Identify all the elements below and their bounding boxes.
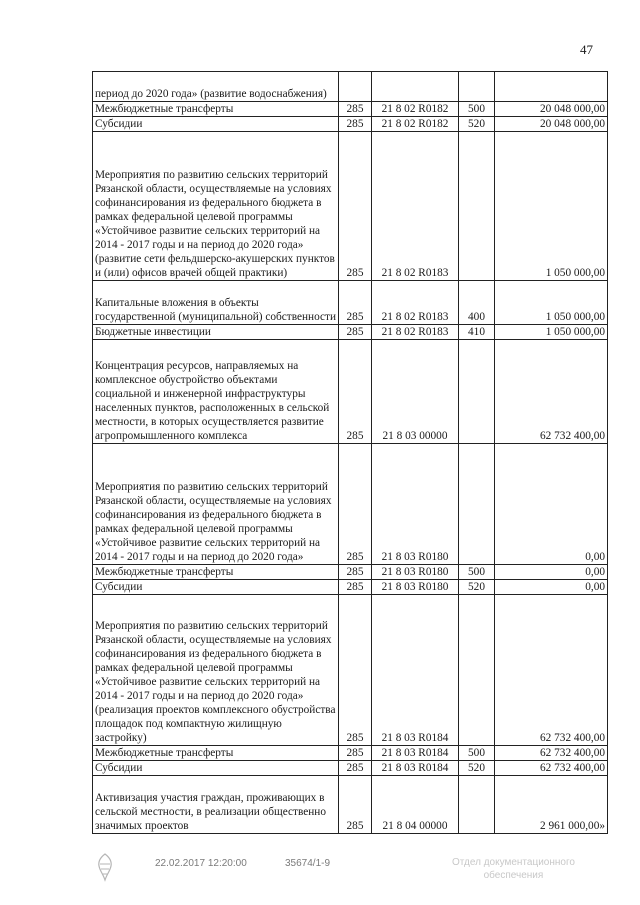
row-name: Межбюджетные трансферты <box>93 565 339 580</box>
row-expense-type <box>459 72 495 102</box>
row-expense-type <box>459 444 495 565</box>
row-admin-code: 285 <box>339 325 372 340</box>
row-expense-type <box>459 132 495 281</box>
row-target-code: 21 8 03 R0184 <box>372 761 459 776</box>
row-name: Концентрация ресурсов, направляемых на комплексное обустройство объектами социальной и инженерной инфраструктуры населенных пунктов, расположенных в сельской местности, в которых осуществляется развитие агропромышленного комплекса <box>93 340 339 444</box>
row-name: Мероприятия по развитию сельских территорий Рязанской области, осуществляемые на условиях софинансирования из федерального бюджета в рамках федеральной целевой программы «Устойчивое развитие сельских территорий на 2014 - 2017 годы и на период до 2020 года» (реализация проектов комплексного обустройства площадок под компактную жилищную застройку) <box>93 595 339 746</box>
row-name: Межбюджетные трансферты <box>93 746 339 761</box>
row-amount: 62 732 400,00 <box>495 595 608 746</box>
row-expense-type <box>459 595 495 746</box>
row-target-code: 21 8 03 R0184 <box>372 595 459 746</box>
row-admin-code: 285 <box>339 132 372 281</box>
emblem-icon <box>94 852 116 882</box>
table-row <box>93 444 608 565</box>
row-expense-type: 520 <box>459 117 495 132</box>
row-target-code: 21 8 02 R0183 <box>372 132 459 281</box>
footer-date: 22.02.2017 12:20:00 <box>155 858 247 869</box>
row-expense-type: 410 <box>459 325 495 340</box>
table-row <box>93 565 608 580</box>
row-admin-code: 285 <box>339 595 372 746</box>
row-amount: 20 048 000,00 <box>495 102 608 117</box>
row-amount: 62 732 400,00 <box>495 746 608 761</box>
stamp-watermark <box>452 856 575 882</box>
row-admin-code: 285 <box>339 340 372 444</box>
row-expense-type <box>459 776 495 834</box>
row-target-code: 21 8 03 00000 <box>372 340 459 444</box>
table-row <box>93 776 608 834</box>
table-row <box>93 72 608 102</box>
row-target-code: 21 8 03 R0180 <box>372 565 459 580</box>
table-row <box>93 132 608 281</box>
row-amount: 1 050 000,00 <box>495 325 608 340</box>
table-row <box>93 746 608 761</box>
table-row <box>93 340 608 444</box>
stamp-line-1: Отдел документационного <box>452 857 575 868</box>
row-admin-code <box>339 72 372 102</box>
table-row <box>93 325 608 340</box>
row-amount: 62 732 400,00 <box>495 340 608 444</box>
row-target-code: 21 8 02 R0182 <box>372 117 459 132</box>
row-target-code: 21 8 02 R0182 <box>372 102 459 117</box>
table-row <box>93 761 608 776</box>
row-name: Субсидии <box>93 761 339 776</box>
row-amount: 2 961 000,00» <box>495 776 608 834</box>
table-row <box>93 580 608 595</box>
row-amount: 0,00 <box>495 565 608 580</box>
row-admin-code: 285 <box>339 281 372 325</box>
row-admin-code: 285 <box>339 746 372 761</box>
table-row <box>93 595 608 746</box>
row-amount: 62 732 400,00 <box>495 761 608 776</box>
row-admin-code: 285 <box>339 776 372 834</box>
row-name: Бюджетные инвестиции <box>93 325 339 340</box>
row-expense-type: 400 <box>459 281 495 325</box>
row-amount: 0,00 <box>495 580 608 595</box>
row-target-code: 21 8 02 R0183 <box>372 281 459 325</box>
row-expense-type <box>459 340 495 444</box>
row-amount <box>495 72 608 102</box>
row-admin-code: 285 <box>339 761 372 776</box>
row-name: Мероприятия по развитию сельских территорий Рязанской области, осуществляемые на условиях софинансирования из федерального бюджета в рамках федеральной целевой программы «Устойчивое развитие сельских территорий на 2014 - 2017 годы и на период до 2020 года» (развитие сети фельдшерско-акушерских пунктов и (или) офисов врачей общей практики) <box>93 132 339 281</box>
row-amount: 20 048 000,00 <box>495 117 608 132</box>
row-admin-code: 285 <box>339 580 372 595</box>
row-name: Субсидии <box>93 117 339 132</box>
row-expense-type: 500 <box>459 746 495 761</box>
row-name: Капитальные вложения в объекты государственной (муниципальной) собственности <box>93 281 339 325</box>
footer-doc-number: 35674/1-9 <box>285 858 331 869</box>
row-expense-type: 520 <box>459 761 495 776</box>
row-expense-type: 500 <box>459 102 495 117</box>
row-amount: 1 050 000,00 <box>495 281 608 325</box>
row-name: Мероприятия по развитию сельских территорий Рязанской области, осуществляемые на условиях софинансирования из федерального бюджета в рамках федеральной целевой программы «Устойчивое развитие сельских территорий на 2014 - 2017 годы и на период до 2020 года» <box>93 444 339 565</box>
row-name: период до 2020 года» (развитие водоснабжения) <box>93 72 339 102</box>
table-row <box>93 117 608 132</box>
row-name: Активизация участия граждан, проживающих в сельской местности, в реализации общественно значимых проектов <box>93 776 339 834</box>
row-target-code: 21 8 04 00000 <box>372 776 459 834</box>
page-number: 47 <box>580 42 593 57</box>
row-target-code: 21 8 03 R0184 <box>372 746 459 761</box>
row-target-code: 21 8 03 R0180 <box>372 444 459 565</box>
row-expense-type: 520 <box>459 580 495 595</box>
row-name: Межбюджетные трансферты <box>93 102 339 117</box>
row-target-code: 21 8 02 R0183 <box>372 325 459 340</box>
row-amount: 0,00 <box>495 444 608 565</box>
row-amount: 1 050 000,00 <box>495 132 608 281</box>
table-row <box>93 102 608 117</box>
row-target-code <box>372 72 459 102</box>
row-admin-code: 285 <box>339 102 372 117</box>
stamp-line-2: обеспечения <box>483 870 544 881</box>
row-name: Субсидии <box>93 580 339 595</box>
row-target-code: 21 8 03 R0180 <box>372 580 459 595</box>
budget-table <box>92 71 608 834</box>
row-expense-type: 500 <box>459 565 495 580</box>
row-admin-code: 285 <box>339 565 372 580</box>
table-row <box>93 281 608 325</box>
row-admin-code: 285 <box>339 117 372 132</box>
row-admin-code: 285 <box>339 444 372 565</box>
